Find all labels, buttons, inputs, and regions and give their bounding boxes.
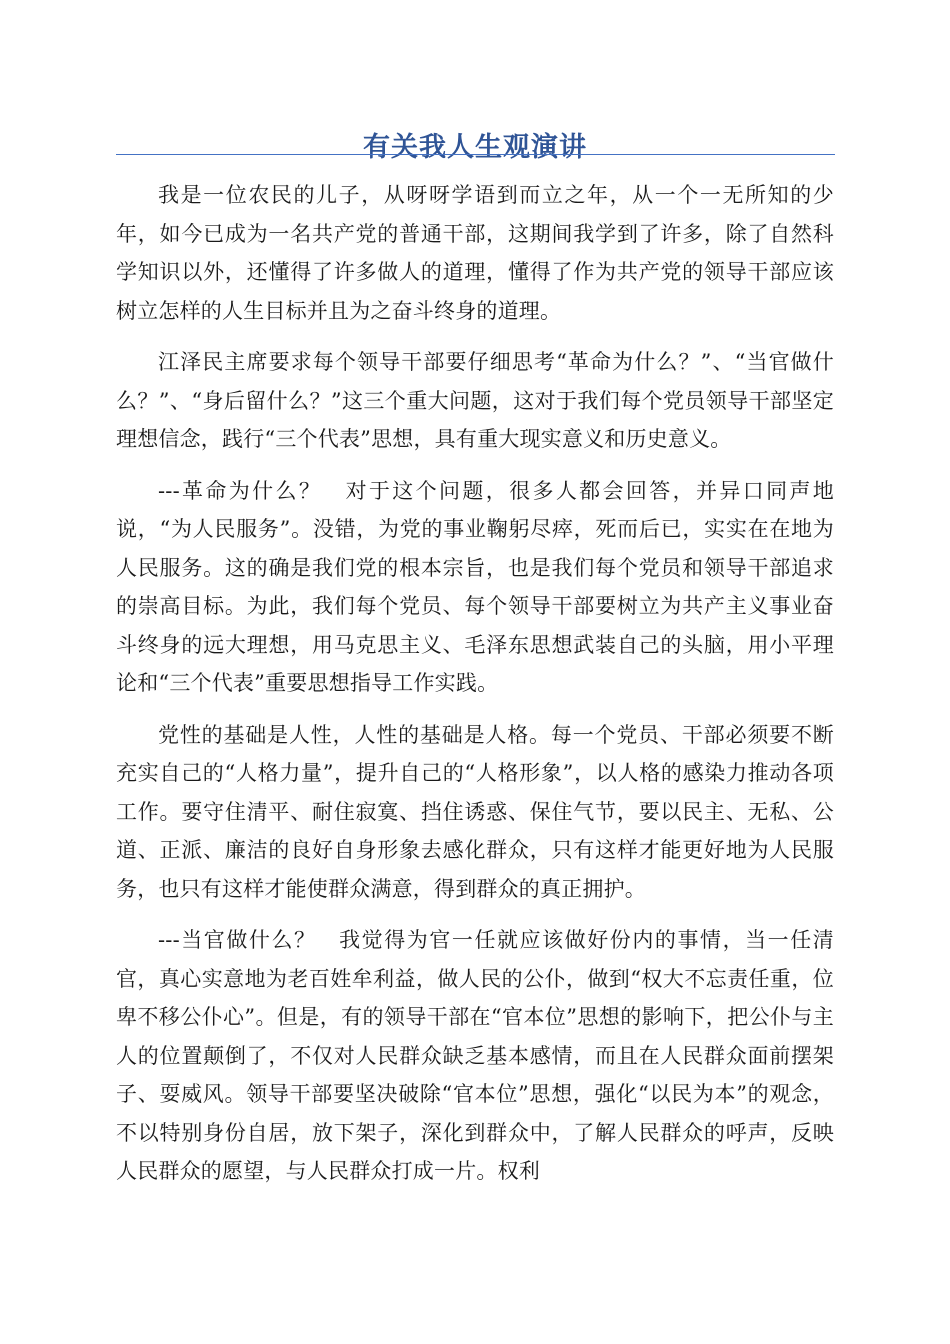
- paragraph-2: 江泽民主席要求每个领导干部要仔细思考“革命为什么？”、“当官做什么？”、“身后留什么？”这三个重大问题，这对于我们每个党员领导干部坚定理想信念，践行“三个代表”思想，具有重大现实意义和历史意义。: [116, 350, 834, 451]
- paragraph-3: ---革命为什么？ 对于这个问题，很多人都会回答，并异口同声地说，“为人民服务”。没错，为党的事业鞠躬尽瘁，死而后已，实实在在地为人民服务。这的确是我们党的根本宗旨，也是我们每个党员和领导干部追求的崇高目标。为此，我们每个党员、每个领导干部要树立为共产主义事业奋斗终身的远大理想，用马克思主义、毛泽东思想武装自己的头脑，用小平理论和“三个代表”重要思想指导工作实践。: [116, 478, 834, 695]
- title-underline: [116, 154, 835, 155]
- page-title: 有关我人生观演讲: [363, 132, 587, 164]
- paragraph-4: 党性的基础是人性，人性的基础是人格。每一个党员、干部必须要不断充实自己的“人格力量”，提升自己的“人格形象”，以人格的感染力推动各项工作。要守住清平、耐住寂寞、挡住诱惑、保住气节，要以民主、无私、公道、正派、廉洁的良好自身形象去感化群众，只有这样才能更好地为人民服务，也只有这样才能使群众满意，得到群众的真正拥护。: [116, 722, 834, 901]
- paragraph-5: ---当官做什么？ 我觉得为官一任就应该做好份内的事情，当一任清官，真心实意地为老百姓牟利益，做人民的公仆，做到“权大不忘责任重，位卑不移公仆心”。但是，有的领导干部在“官本位”思想的影响下，把公仆与主人的位置颠倒了，不仅对人民群众缺乏基本感情，而且在人民群众面前摆架子、耍威风。领导干部要坚决破除“官本位”思想，强化“以民为本”的观念，不以特别身份自居，放下架子，深化到群众中，了解人民群众的呼声，反映人民群众的愿望，与人民群众打成一片。权利: [116, 928, 834, 1183]
- paragraph-1: 我是一位农民的儿子，从呀呀学语到而立之年，从一个一无所知的少年，如今已成为一名共产党的普通干部，这期间我学到了许多，除了自然科学知识以外，还懂得了许多做人的道理，懂得了作为共产党的领导干部应该树立怎样的人生目标并且为之奋斗终身的道理。: [116, 183, 834, 323]
- document-body: [116, 176, 834, 1204]
